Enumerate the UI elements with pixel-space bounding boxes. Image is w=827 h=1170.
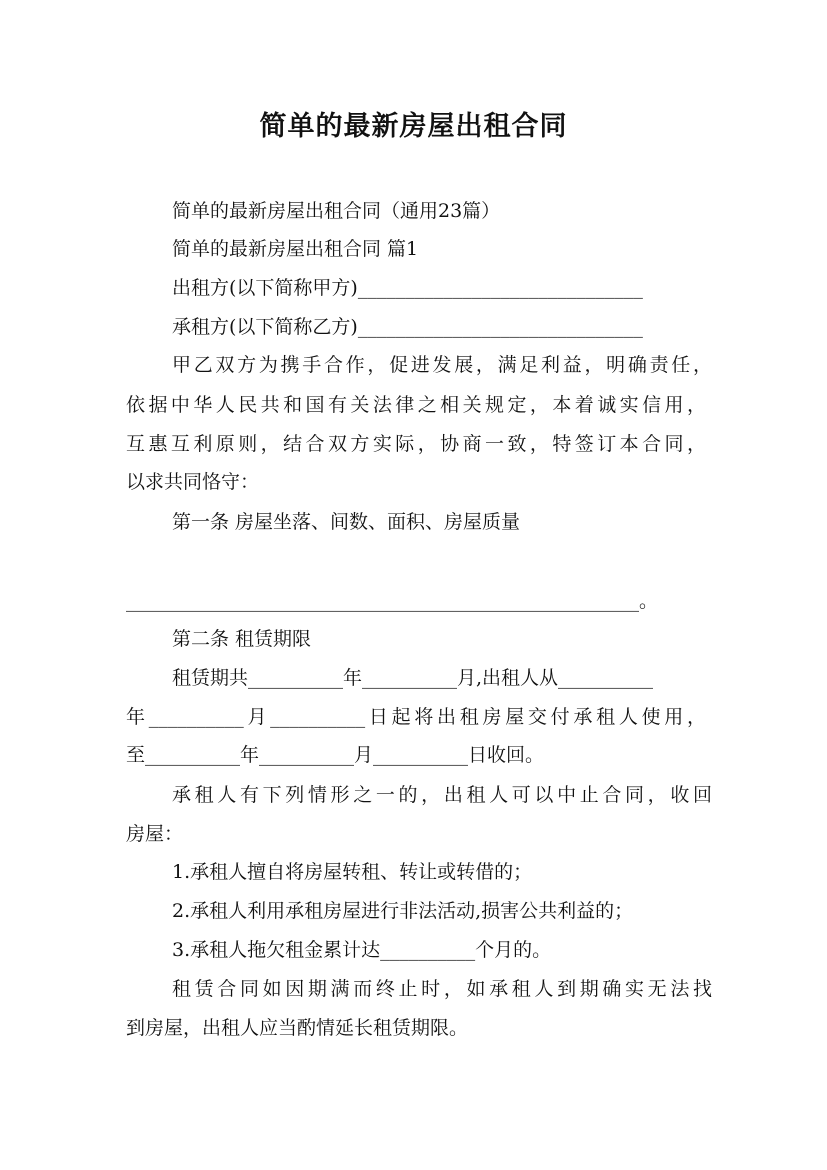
paragraph-line: 以求共同恪守： [126,471,260,493]
article-heading: 第一条 房屋坐落、间数、面积、房屋质量 [172,511,521,533]
blank-fill-line: ______________________________________________________。 [126,590,659,612]
paragraph-line: 到房屋，出租人应当酌情延长租赁期限。 [126,1017,469,1039]
lessee-field: 承租方(以下简称乙方)______________________________ [172,316,643,338]
lessor-field: 出租方(以下简称甲方)______________________________ [172,277,643,299]
subtitle: 简单的最新房屋出租合同（通用23篇） [172,200,501,222]
document-title: 简单的最新房屋出租合同 [259,111,568,142]
list-item: 3.承租人拖欠租金累计达__________个月的。 [172,939,552,961]
list-item: 1.承租人擅自将房屋转租、转让或转借的； [172,861,533,883]
paragraph-line: 房屋： [126,823,184,845]
paragraph-line: 年__________月__________日起将出租房屋交付承租人使用， [126,706,706,728]
section-heading: 简单的最新房屋出租合同 篇1 [172,238,419,260]
paragraph-line: 依据中华人民共和国有关法律之相关规定，本着诚实信用， [126,394,706,416]
list-item: 2.承租人利用承租房屋进行非法活动,损害公共利益的； [172,900,634,922]
paragraph-line: 甲乙双方为携手合作，促进发展，满足利益，明确责任， [172,354,712,376]
paragraph-line: 承租人有下列情形之一的，出租人可以中止合同，收回 [172,784,712,806]
paragraph-line: 互惠互利原则，结合双方实际，协商一致，特签订本合同， [126,433,706,455]
paragraph-line: 租赁期共__________年__________月,出租人从__________ [172,667,654,689]
article-heading: 第二条 租赁期限 [172,628,312,650]
paragraph-line: 至__________年__________月__________日收回。 [126,744,545,766]
paragraph-line: 租赁合同如因期满而终止时，如承租人到期确实无法找 [172,978,712,1000]
